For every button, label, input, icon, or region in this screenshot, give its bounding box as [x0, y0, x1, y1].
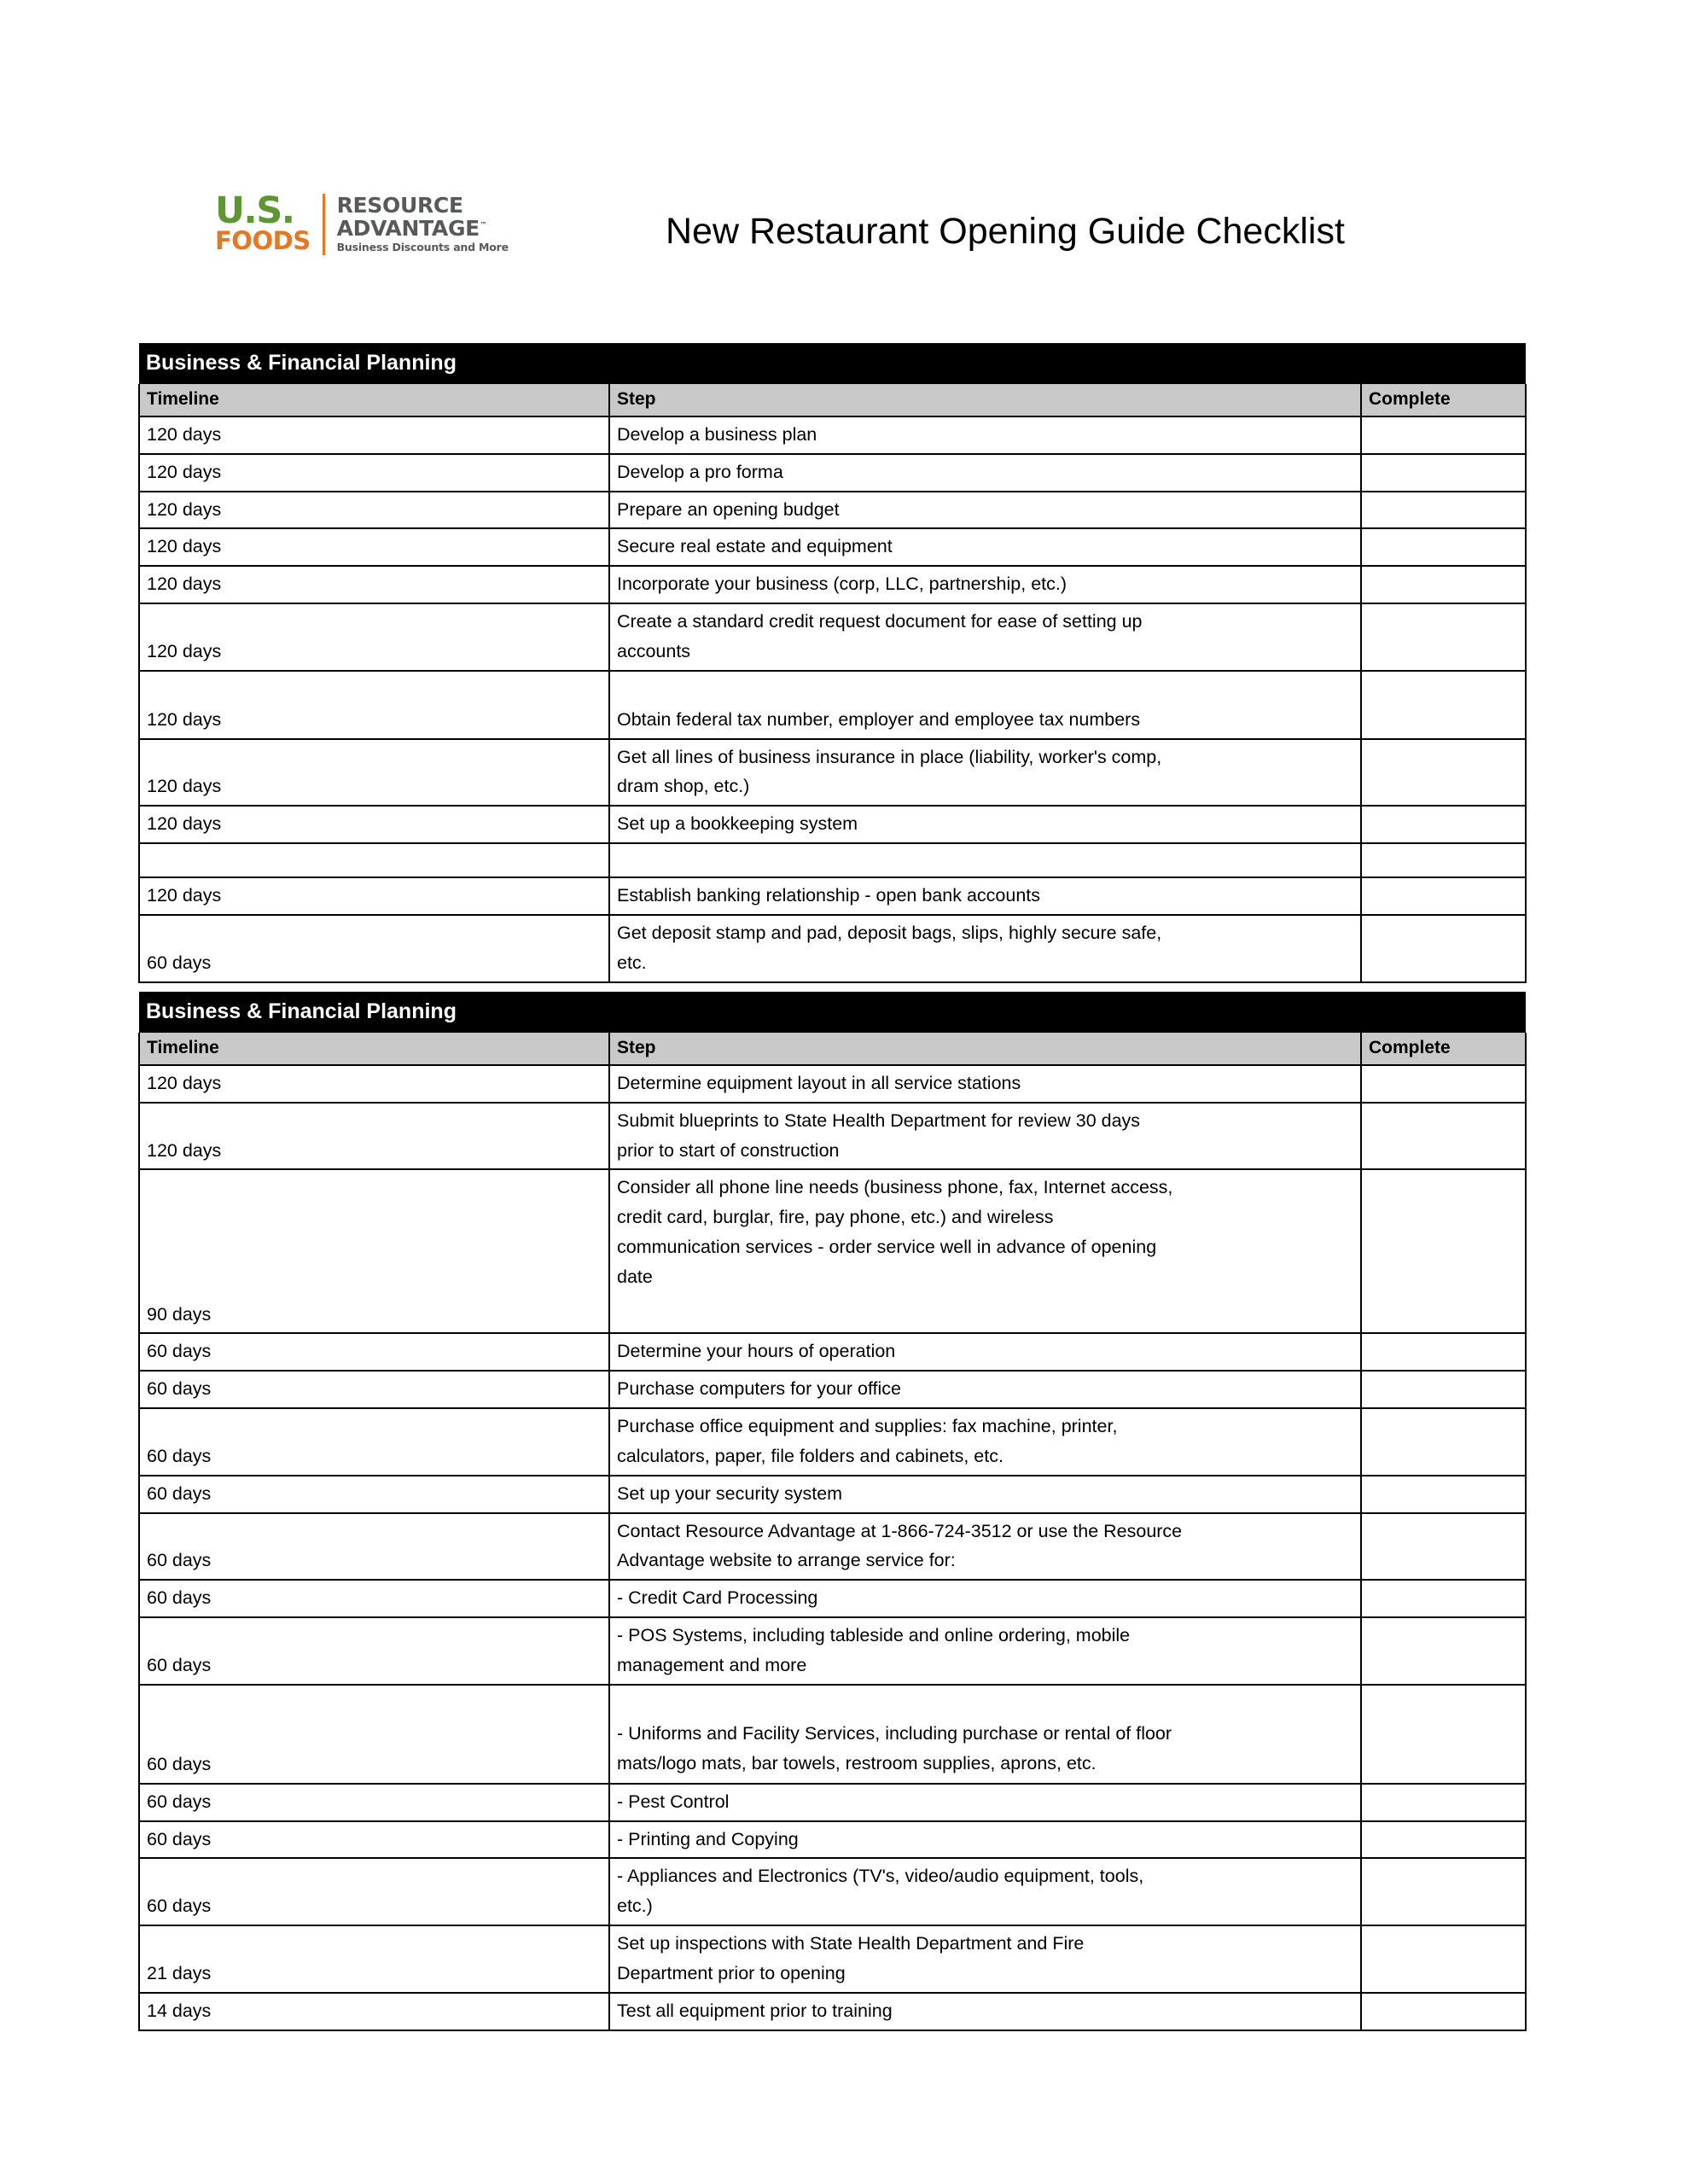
cell-complete-checkbox[interactable] [1361, 528, 1526, 566]
step-line: Secure real estate and equipment [617, 536, 893, 557]
cell-timeline: 60 days [139, 1476, 609, 1513]
table-row [139, 1821, 1526, 1859]
table-row [139, 1333, 1526, 1371]
step-line: accounts [617, 640, 691, 661]
cell-complete-checkbox[interactable] [1361, 1580, 1526, 1617]
cell-step [609, 806, 1361, 843]
step-line: Test all equipment prior to training [617, 2000, 893, 2021]
cell-complete-checkbox[interactable] [1361, 1371, 1526, 1408]
cell-complete-checkbox[interactable] [1361, 877, 1526, 915]
step-line: Set up your security system [617, 1482, 843, 1504]
table-row [139, 566, 1526, 603]
cell-timeline: 14 days [139, 1993, 609, 2030]
cell-step [609, 877, 1361, 915]
step-text [617, 1479, 1353, 1509]
table-row [139, 877, 1526, 915]
cell-timeline: 120 days [139, 1103, 609, 1170]
step-spacer [617, 674, 1353, 705]
cell-complete-checkbox[interactable] [1361, 1333, 1526, 1371]
cell-timeline: 120 days [139, 416, 609, 454]
cell-timeline: 60 days [139, 1784, 609, 1821]
step-line: Determine equipment layout in all service stations [617, 1073, 1021, 1093]
cell-step [609, 1103, 1361, 1170]
cell-complete-checkbox[interactable] [1361, 843, 1526, 877]
cell-step [609, 566, 1361, 603]
table-row [139, 843, 1526, 877]
logo-advantage-word: ADVANTAGE [336, 216, 480, 241]
step-text [617, 532, 1353, 562]
step-line: dram shop, etc.) [617, 776, 750, 797]
table-row [139, 1513, 1526, 1581]
cell-complete-checkbox[interactable] [1361, 1169, 1526, 1333]
step-text [617, 1337, 1353, 1366]
table-row [139, 1685, 1526, 1784]
cell-complete-checkbox[interactable] [1361, 1513, 1526, 1581]
step-text [617, 1173, 1353, 1291]
cell-timeline: 120 days [139, 1065, 609, 1103]
step-text [617, 1069, 1353, 1098]
cell-step [609, 528, 1361, 566]
step-line: etc.) [617, 1896, 653, 1917]
step-line: Prepare an opening budget [617, 498, 840, 520]
step-text [617, 569, 1353, 599]
cell-step [609, 1993, 1361, 2030]
cell-complete-checkbox[interactable] [1361, 1858, 1526, 1925]
cell-step [609, 1371, 1361, 1408]
us-foods-logo [215, 190, 311, 253]
logo-foods-text: FOODS [215, 225, 311, 255]
cell-step [609, 1476, 1361, 1513]
cell-step [609, 739, 1361, 807]
page-title: New Restaurant Opening Guide Checklist [666, 211, 1345, 252]
step-line: credit card, burglar, fire, pay phone, etc.) and wireless [617, 1207, 1054, 1228]
table-row [139, 1617, 1526, 1685]
table-row [139, 416, 1526, 454]
step-line: - Appliances and Electronics (TV's, video/audio equipment, tools, [617, 1866, 1144, 1887]
table-1-body [139, 343, 1526, 982]
table-row [139, 806, 1526, 843]
step-text [617, 743, 1353, 802]
cell-timeline: 90 days [139, 1169, 609, 1333]
cell-timeline [139, 843, 609, 877]
resource-advantage-logo [337, 190, 509, 253]
table-row [139, 739, 1526, 807]
step-line: Department prior to opening [617, 1962, 846, 1983]
cell-timeline: 60 days [139, 1333, 609, 1371]
section-title: Business & Financial Planning [139, 343, 1526, 384]
cell-complete-checkbox[interactable] [1361, 1993, 1526, 2030]
cell-step [609, 1685, 1361, 1784]
cell-complete-checkbox[interactable] [1361, 1685, 1526, 1784]
step-line: - Pest Control [617, 1791, 730, 1812]
step-line: - POS Systems, including tableside and online ordering, mobile [617, 1625, 1131, 1646]
checklist-table-1-container [138, 343, 1525, 983]
cell-timeline: 60 days [139, 1513, 609, 1581]
step-text [617, 495, 1353, 525]
cell-timeline: 21 days [139, 1925, 609, 1993]
step-line: Purchase office equipment and supplies: fax machine, printer, [617, 1416, 1118, 1437]
step-text [617, 1861, 1353, 1921]
table-row [139, 1371, 1526, 1408]
step-text [617, 1929, 1353, 1989]
cell-complete-checkbox[interactable] [1361, 492, 1526, 529]
step-spacer [617, 1688, 1353, 1719]
step-text [617, 420, 1353, 450]
step-line: - Credit Card Processing [617, 1587, 818, 1609]
step-line: Purchase computers for your office [617, 1378, 902, 1400]
step-line: management and more [617, 1654, 807, 1675]
table-row [139, 1065, 1526, 1103]
cell-complete-checkbox[interactable] [1361, 1408, 1526, 1476]
step-text [617, 1996, 1353, 2026]
step-line: Develop a pro forma [617, 461, 783, 482]
table-row [139, 1580, 1526, 1617]
trademark-icon: ™ [479, 221, 487, 230]
table-row [139, 1169, 1526, 1333]
cell-step [609, 603, 1361, 671]
cell-complete-checkbox[interactable] [1361, 1103, 1526, 1170]
step-line: - Printing and Copying [617, 1828, 799, 1849]
cell-step [609, 843, 1361, 877]
cell-step [609, 915, 1361, 982]
cell-timeline: 120 days [139, 739, 609, 807]
step-text [617, 1621, 1353, 1680]
step-text [617, 1517, 1353, 1576]
table-row [139, 671, 1526, 739]
column-header-complete: Complete [1361, 1033, 1526, 1065]
cell-timeline: 120 days [139, 671, 609, 739]
table-2-body [139, 992, 1526, 2030]
step-text [617, 1688, 1353, 1779]
step-line: Advantage website to arrange service for: [617, 1550, 956, 1571]
checklist-table-1 [138, 343, 1527, 983]
table-row [139, 1408, 1526, 1476]
cell-timeline: 120 days [139, 806, 609, 843]
step-text [617, 1787, 1353, 1817]
us-foods-resource-advantage-logo [215, 190, 509, 276]
cell-complete-checkbox[interactable] [1361, 739, 1526, 807]
cell-timeline: 60 days [139, 1408, 609, 1476]
column-header-row [139, 1033, 1526, 1065]
table-row [139, 1925, 1526, 1993]
logo-divider [323, 194, 325, 255]
cell-complete-checkbox[interactable] [1361, 416, 1526, 454]
cell-timeline: 60 days [139, 1617, 609, 1685]
step-text [617, 457, 1353, 487]
step-line: Contact Resource Advantage at 1-866-724-3512 or use the Resource [617, 1520, 1183, 1541]
step-text [617, 1412, 1353, 1471]
step-line: Set up a bookkeeping system [617, 813, 858, 835]
cell-step [609, 1169, 1361, 1333]
cell-timeline: 120 days [139, 877, 609, 915]
step-text [617, 674, 1353, 735]
step-text [617, 809, 1353, 839]
cell-complete-checkbox[interactable] [1361, 454, 1526, 492]
cell-step [609, 1065, 1361, 1103]
table-row [139, 915, 1526, 982]
step-line: Get all lines of business insurance in place (liability, worker's comp, [617, 746, 1162, 767]
cell-timeline: 120 days [139, 566, 609, 603]
checklist-table-2-container [138, 992, 1525, 2031]
cell-complete-checkbox[interactable] [1361, 1476, 1526, 1513]
step-text [617, 881, 1353, 911]
cell-complete-checkbox[interactable] [1361, 671, 1526, 739]
column-header-complete: Complete [1361, 384, 1526, 416]
cell-step [609, 1858, 1361, 1925]
step-text [617, 1374, 1353, 1404]
cell-complete-checkbox[interactable] [1361, 1925, 1526, 1993]
column-header-timeline: Timeline [139, 1033, 609, 1065]
cell-step [609, 1513, 1361, 1581]
cell-step [609, 1784, 1361, 1821]
column-header-step: Step [609, 1033, 1361, 1065]
step-line: communication services - order service well in advance of opening [617, 1237, 1157, 1258]
table-row [139, 492, 1526, 529]
step-line: Establish banking relationship - open bank accounts [617, 885, 1041, 906]
section-title-row [139, 992, 1526, 1033]
cell-timeline: 120 days [139, 603, 609, 671]
cell-step [609, 671, 1361, 739]
step-line: mats/logo mats, bar towels, restroom supplies, aprons, etc. [617, 1752, 1097, 1773]
step-line: date [617, 1266, 653, 1287]
cell-step [609, 454, 1361, 492]
cell-timeline: 60 days [139, 915, 609, 982]
logo-resource-text: RESOURCE [336, 193, 463, 218]
cell-step [609, 1925, 1361, 1993]
step-line: prior to start of construction [617, 1139, 840, 1161]
step-line: Submit blueprints to State Health Department for review 30 days [617, 1109, 1141, 1131]
step-line: Consider all phone line needs (business phone, fax, Internet access, [617, 1177, 1173, 1198]
column-header-step: Step [609, 384, 1361, 416]
step-line: Get deposit stamp and pad, deposit bags, slips, highly secure safe, [617, 922, 1162, 943]
column-header-timeline: Timeline [139, 384, 609, 416]
cell-complete-checkbox[interactable] [1361, 806, 1526, 843]
cell-timeline: 60 days [139, 1821, 609, 1859]
cell-complete-checkbox[interactable] [1361, 1617, 1526, 1685]
cell-step [609, 1408, 1361, 1476]
cell-timeline: 60 days [139, 1580, 609, 1617]
section-title-row [139, 343, 1526, 384]
step-line: Determine your hours of operation [617, 1341, 896, 1362]
cell-step [609, 416, 1361, 454]
cell-complete-checkbox[interactable] [1361, 1065, 1526, 1103]
step-text [617, 918, 1353, 978]
table-row [139, 1103, 1526, 1170]
table-row [139, 1993, 1526, 2030]
step-line: Create a standard credit request document for ease of setting up [617, 611, 1143, 632]
cell-step [609, 1580, 1361, 1617]
cell-complete-checkbox[interactable] [1361, 603, 1526, 671]
cell-complete-checkbox[interactable] [1361, 1784, 1526, 1821]
cell-timeline: 120 days [139, 528, 609, 566]
document-header [0, 183, 1687, 294]
step-line: Obtain federal tax number, employer and employee tax numbers [617, 708, 1141, 730]
logo-advantage-text [337, 217, 509, 240]
cell-timeline: 60 days [139, 1685, 609, 1784]
section-title: Business & Financial Planning [139, 992, 1526, 1033]
cell-step [609, 1617, 1361, 1685]
cell-timeline: 60 days [139, 1371, 609, 1408]
checklist-table-2 [138, 992, 1527, 2031]
cell-complete-checkbox[interactable] [1361, 1821, 1526, 1859]
step-text [617, 1825, 1353, 1855]
step-text [617, 1583, 1353, 1613]
cell-timeline: 120 days [139, 492, 609, 529]
table-row [139, 454, 1526, 492]
step-text [617, 607, 1353, 667]
table-row [139, 1858, 1526, 1925]
table-row [139, 528, 1526, 566]
step-line: calculators, paper, file folders and cabinets, etc. [617, 1445, 1003, 1466]
logo-us-text: U.S. [215, 189, 294, 232]
step-text [617, 1106, 1353, 1166]
logo-tagline: Business Discounts and More [336, 241, 509, 253]
cell-timeline: 60 days [139, 1858, 609, 1925]
cell-timeline: 120 days [139, 454, 609, 492]
step-line: Set up inspections with State Health Department and Fire [617, 1933, 1085, 1954]
step-line: etc. [617, 952, 647, 973]
cell-step [609, 1821, 1361, 1859]
table-row [139, 603, 1526, 671]
cell-complete-checkbox[interactable] [1361, 915, 1526, 982]
step-line: - Uniforms and Facility Services, including purchase or rental of floor [617, 1722, 1172, 1744]
column-header-row [139, 384, 1526, 416]
cell-step [609, 1333, 1361, 1371]
cell-step [609, 492, 1361, 529]
cell-complete-checkbox[interactable] [1361, 566, 1526, 603]
step-line: Develop a business plan [617, 424, 817, 445]
table-row [139, 1476, 1526, 1513]
step-line: Incorporate your business (corp, LLC, partnership, etc.) [617, 574, 1067, 595]
table-row [139, 1784, 1526, 1821]
